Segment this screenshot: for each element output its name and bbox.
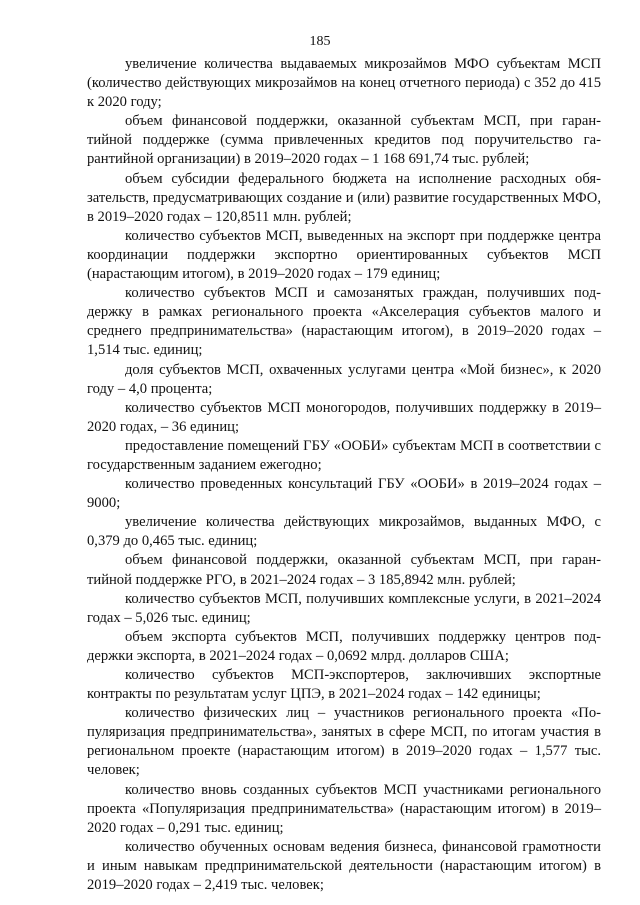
paragraph: количество субъектов МСП моногородов, получивших поддержку в 2019–2020 годах, – 36 единиц; (87, 399, 601, 435)
paragraph: количество обученных основам ведения бизнеса, финансовой грамотности и иным навыкам предпринимательской деятельности (нарастающим итогом) в 2019–2020 годах – 2,419 тыс. человек; (87, 838, 601, 894)
paragraph: доля субъектов МСП, охваченных услугами центра «Мой бизнес», к 2020 году – 4,0 процента; (87, 361, 601, 397)
paragraph: количество субъектов МСП и самозанятых граждан, получивших поддержку в рамках регионального проекта «Акселерация субъектов малого и среднего предпринимательства» (нарастающим итогом), в 2019–2020 годах – 1,514 тыс. единиц; (87, 285, 601, 359)
paragraph: количество субъектов МСП-экспортеров, заключивших экспортные контракты по результатам услуг ЦПЭ, в 2021–2024 годах – 142 единицы; (87, 667, 601, 703)
paragraph: объем субсидии федерального бюджета на исполнение расходных обязательств, предусматривающих создание и (или) развитие государственных МФО, в 2019–2020 годах – 120,8511 млн. рублей; (87, 170, 601, 225)
paragraph: объем финансовой поддержки, оказанной субъектам МСП, при гарантийной поддержке РГО, в 2021–2024 годах – 3 185,8942 млн. рублей; (87, 552, 601, 588)
paragraph: количество субъектов МСП, выведенных на экспорт при поддержке центра координации поддержки экспортно ориентированных субъектов МСП (нарастающим итогом), в 2019–2020 годах – 179 единиц; (87, 227, 601, 283)
paragraph: увеличение количества выдаваемых микрозаймов МФО субъектам МСП (количество действующих микрозаймов на конец отчетного периода) с 352 до 415 к 2020 году; (87, 56, 601, 111)
paragraph: количество проведенных консультаций ГБУ «ООБИ» в 2019–2024 годах – 9000; (87, 476, 601, 512)
paragraph: объем экспорта субъектов МСП, получивших поддержку центров поддержки экспорта, в 2021–2024 годах – 0,0692 млрд. долларов США; (87, 628, 601, 664)
paragraph: количество вновь созданных субъектов МСП участниками регионального проекта «Популяризация предпринимательства» (нарастающим итогом) в 2019–2020 годах – 0,291 тыс. единиц; (87, 781, 601, 836)
paragraph: количество субъектов МСП, получивших комплексные услуги, в 2021–2024 годах – 5,026 тыс. единиц; (87, 590, 601, 626)
paragraph: количество физических лиц – участников регионального проекта «Популяризация предпринимательства», занятых в сфере МСП, по итогам участия в региональном проекте (нарастающим итогом) в 2019–2020 годах – 1,577 тыс. человек; (87, 705, 601, 779)
paragraph: увеличение количества действующих микрозаймов, выданных МФО, с 0,379 до 0,465 тыс. единиц; (87, 514, 601, 550)
page-number: 185 (309, 34, 331, 49)
paragraph: предоставление помещений ГБУ «ООБИ» субъектам МСП в соответствии с государственным заданием ежегодно; (87, 437, 601, 473)
document-body (87, 55, 601, 895)
paragraph: объем финансовой поддержки, оказанной субъектам МСП, при гарантийной поддержке (сумма привлеченных кредитов под поручительство гарантийной организации) в 2019–2020 годах – 1 168 691,74 тыс. рублей; (87, 113, 601, 168)
